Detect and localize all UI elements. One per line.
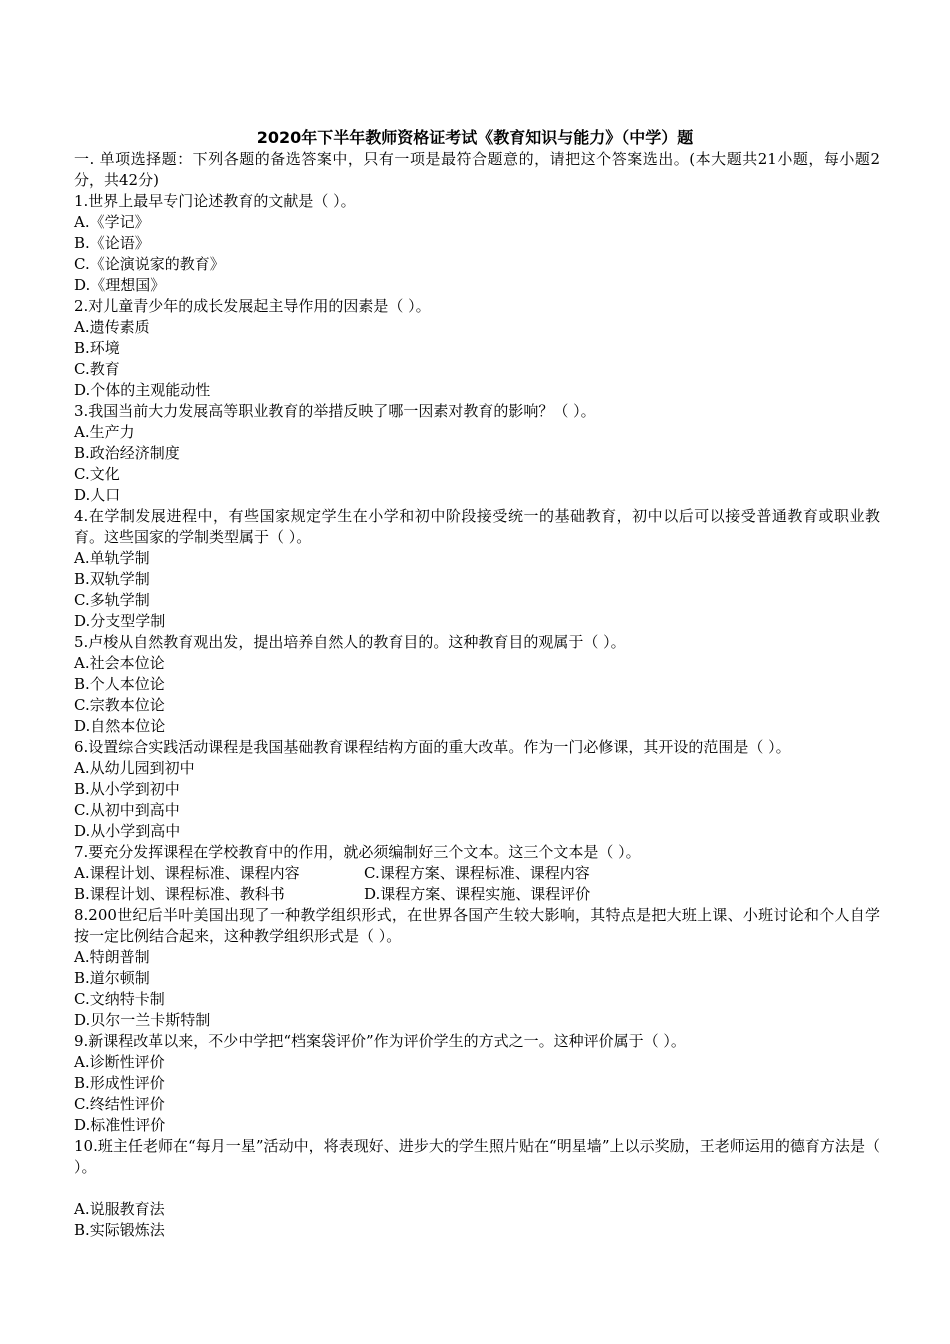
answer-option: C.多轨学制 <box>74 591 150 609</box>
question-list <box>74 149 880 1241</box>
answer-option: C.从初中到高中 <box>74 801 180 819</box>
answer-option: D.人口 <box>74 486 121 504</box>
answer-option: A.遗传素质 <box>74 318 150 336</box>
page-title: 2020年下半年教师资格证考试《教育知识与能力》（中学）题 <box>256 128 694 147</box>
answer-option: C.终结性评价 <box>74 1095 165 1113</box>
answer-option: B.课程计划、课程标准、教科书 <box>74 885 285 903</box>
question-stem: 2.对儿童青少年的成长发展起主导作用的因素是（ ）。 <box>74 297 431 315</box>
answer-option: B.道尔顿制 <box>74 969 150 987</box>
question-stem: 5.卢梭从自然教育观出发，提出培养自然人的教育目的。这种教育目的观属于（ ）。 <box>74 633 626 651</box>
answer-option: B.从小学到初中 <box>74 780 180 798</box>
blank-line <box>74 1178 880 1199</box>
question-stem: 1.世界上最早专门论述教育的文献是（ ）。 <box>74 192 356 210</box>
answer-option: A.社会本位论 <box>74 654 165 672</box>
answer-option: D.从小学到高中 <box>74 822 181 840</box>
answer-option: A.《学记》 <box>74 213 150 231</box>
answer-option: B.实际锻炼法 <box>74 1221 165 1239</box>
answer-option: A.从幼儿园到初中 <box>74 759 195 777</box>
answer-option: B.个人本位论 <box>74 675 165 693</box>
section-heading: 一. 单项选择题：下列各题的备选答案中，只有一项是最符合题意的，请把这个答案选出。(本大题共21小题，每小题2分，共42分) <box>74 150 880 189</box>
question-stem: 7.要充分发挥课程在学校教育中的作用，就必须编制好三个文本。这三个文本是（ ）。 <box>74 843 641 861</box>
answer-option: C.文纳特卡制 <box>74 990 165 1008</box>
answer-option: D.课程方案、课程实施、课程评价 <box>364 885 591 903</box>
option-row <box>74 863 880 884</box>
answer-option: B.双轨学制 <box>74 570 150 588</box>
answer-option: A.课程计划、课程标准、课程内容 <box>74 864 300 882</box>
answer-option: A.诊断性评价 <box>74 1053 165 1071</box>
answer-option: B.环境 <box>74 339 120 357</box>
answer-option: D.自然本位论 <box>74 717 166 735</box>
answer-option: C.教育 <box>74 360 120 378</box>
answer-option: B.政治经济制度 <box>74 444 180 462</box>
question-stem: 6.设置综合实践活动课程是我国基础教育课程结构方面的重大改革。作为一门必修课，其开设的范围是（ ）。 <box>74 738 791 756</box>
answer-option: D.分支型学制 <box>74 612 166 630</box>
question-stem: 4.在学制发展进程中，有些国家规定学生在小学和初中阶段接受统一的基础教育，初中以后可以接受普通教育或职业教育。这些国家的学制类型属于（ ）。 <box>74 507 880 546</box>
answer-option: C.宗教本位论 <box>74 696 165 714</box>
answer-option: B.《论语》 <box>74 234 150 252</box>
answer-option: A.单轨学制 <box>74 549 150 567</box>
answer-option: D.《理想国》 <box>74 276 166 294</box>
answer-option: D.贝尔一兰卡斯特制 <box>74 1011 211 1029</box>
option-row <box>74 884 880 905</box>
answer-option: B.形成性评价 <box>74 1074 165 1092</box>
question-stem: 8.200世纪后半叶美国出现了一种教学组织形式，在世界各国产生较大影响，其特点是把大班上课、小班讨论和个人自学按一定比例结合起来，这种教学组织形式是（ ）。 <box>74 906 880 945</box>
answer-option: A.生产力 <box>74 423 135 441</box>
question-stem: 9.新课程改革以来，不少中学把“档案袋评价”作为评价学生的方式之一。这种评价属于（ ）。 <box>74 1032 686 1050</box>
question-stem: 10.班主任老师在“每月一星”活动中，将表现好、进步大的学生照片贴在“明星墙”上以示奖励，王老师运用的德育方法是（ ）。 <box>74 1137 880 1176</box>
answer-option: C.课程方案、课程标准、课程内容 <box>364 864 590 882</box>
answer-option: C.《论演说家的教育》 <box>74 255 225 273</box>
answer-option: A.特朗普制 <box>74 948 150 966</box>
answer-option: D.标准性评价 <box>74 1116 166 1134</box>
answer-option: A.说服教育法 <box>74 1200 165 1218</box>
question-stem: 3.我国当前大力发展高等职业教育的举措反映了哪一因素对教育的影响？（ ）。 <box>74 402 596 420</box>
answer-option: C.文化 <box>74 465 120 483</box>
answer-option: D.个体的主观能动性 <box>74 381 211 399</box>
